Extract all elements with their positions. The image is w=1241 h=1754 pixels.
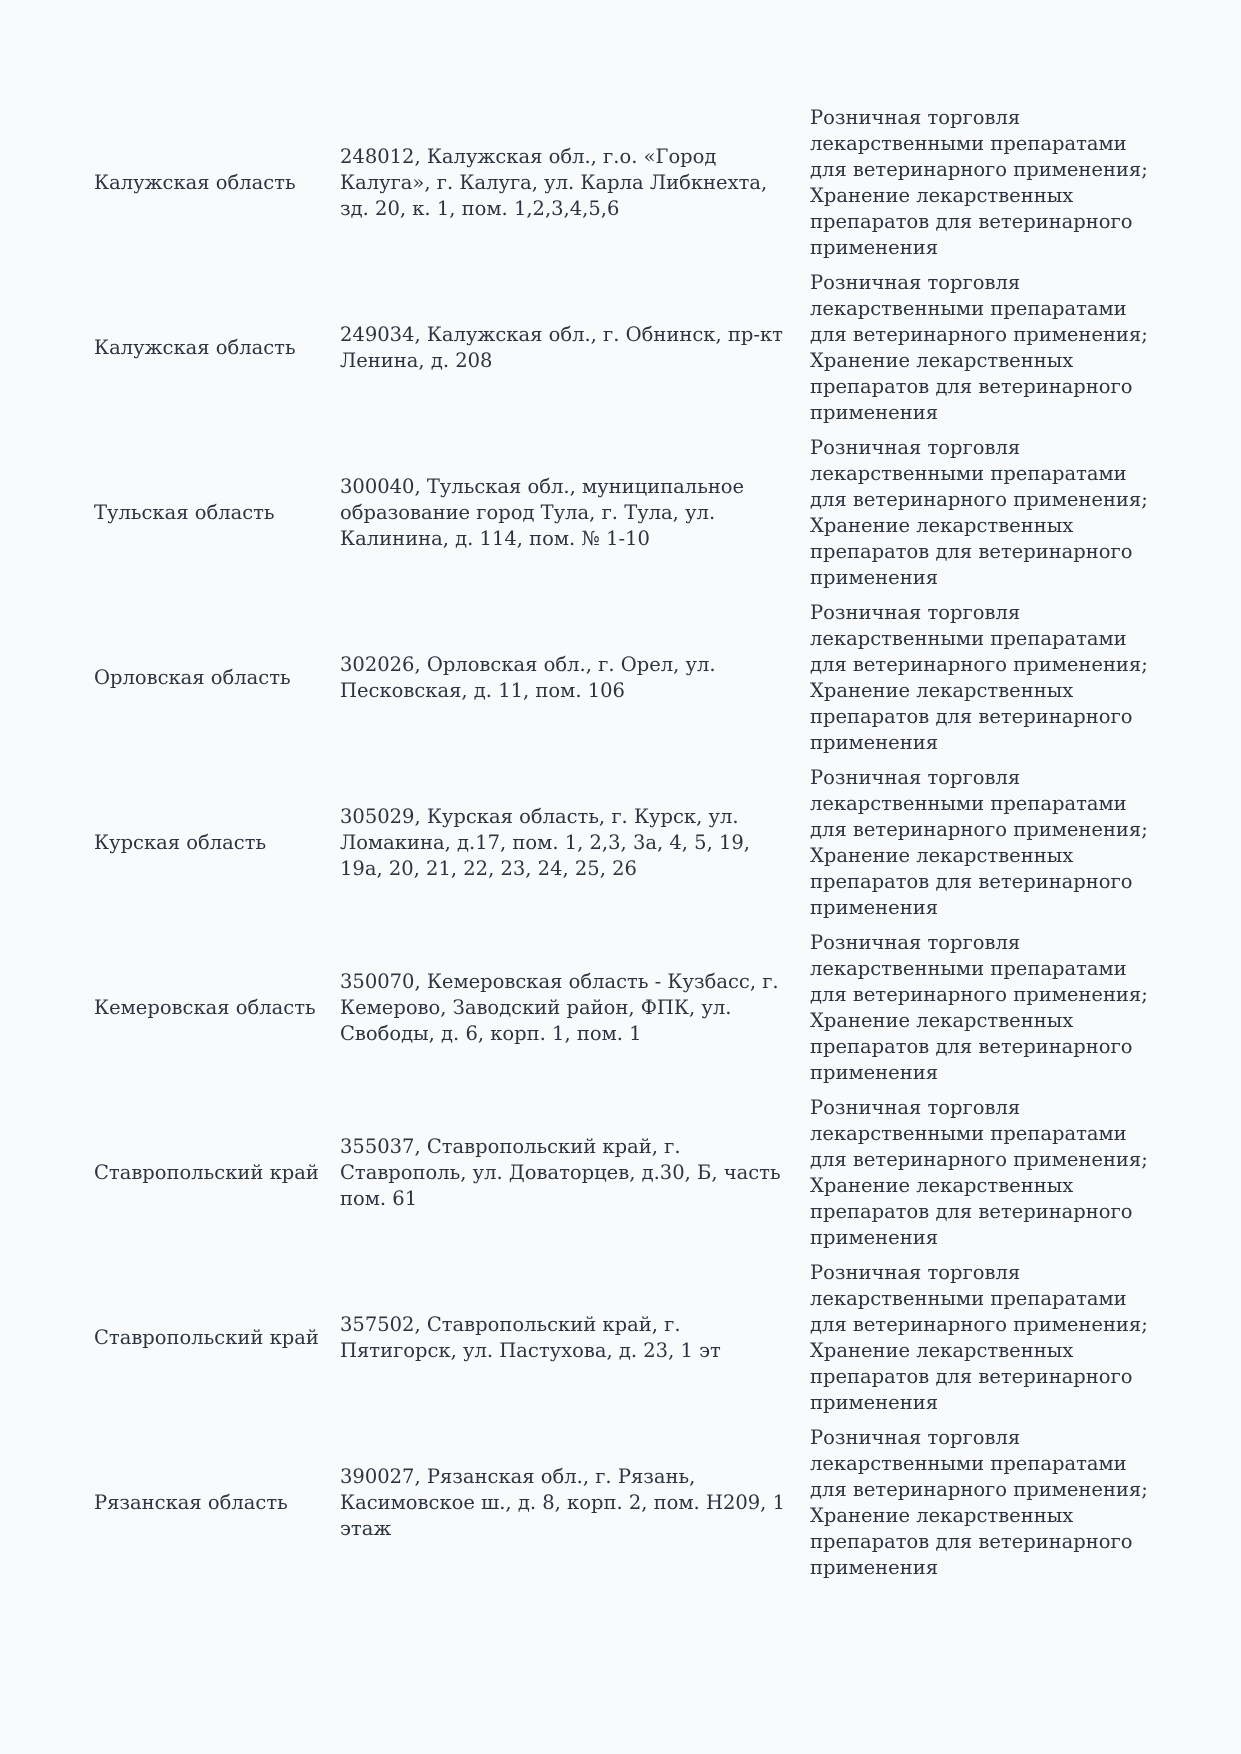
region-cell: Калужская область [94, 335, 296, 359]
region-cell: Орловская область [94, 665, 291, 689]
activity-line: Хранение лекарственных [810, 678, 1074, 702]
activity-line: применения [810, 400, 939, 424]
address-line: Ленина, д. 208 [340, 348, 493, 372]
table-row [94, 1255, 1164, 1420]
activity-line: лекарственными препаратами [810, 1286, 1127, 1310]
activity-cell [810, 270, 1164, 426]
activity-line: препаратов для ветеринарного [810, 1199, 1133, 1223]
address-line: 249034, Калужская обл., г. Обнинск, пр-кт [340, 322, 783, 346]
activity-line: препаратов для ветеринарного [810, 209, 1133, 233]
activity-line: Розничная торговля [810, 270, 1021, 294]
activity-line: Хранение лекарственных [810, 513, 1074, 537]
table-row [94, 760, 1164, 925]
table-row [94, 925, 1164, 1090]
address-cell [340, 804, 810, 882]
activity-cell [810, 765, 1164, 921]
address-line: Песковская, д. 11, пом. 106 [340, 678, 625, 702]
address-cell [340, 1134, 810, 1212]
address-line: этаж [340, 1516, 392, 1540]
activity-line: Розничная торговля [810, 1095, 1021, 1119]
table-row [94, 595, 1164, 760]
activity-line: применения [810, 1225, 939, 1249]
activity-line: лекарственными препаратами [810, 956, 1127, 980]
activity-line: применения [810, 730, 939, 754]
table-row [94, 1090, 1164, 1255]
activity-line: Хранение лекарственных [810, 348, 1074, 372]
activity-line: лекарственными препаратами [810, 1451, 1127, 1475]
activity-line: препаратов для ветеринарного [810, 539, 1133, 563]
activity-line: препаратов для ветеринарного [810, 704, 1133, 728]
address-line: Пятигорск, ул. Пастухова, д. 23, 1 эт [340, 1338, 721, 1362]
region-cell: Тульская область [94, 500, 275, 524]
activity-cell [810, 105, 1164, 261]
activity-line: для ветеринарного применения; [810, 652, 1148, 676]
activity-cell [810, 435, 1164, 591]
activity-line: применения [810, 895, 939, 919]
activity-line: Розничная торговля [810, 1260, 1021, 1284]
address-line: Калинина, д. 114, пом. № 1-10 [340, 526, 650, 550]
region-cell: Кемеровская область [94, 995, 316, 1019]
address-line: Касимовское ш., д. 8, корп. 2, пом. Н209, 1 [340, 1490, 785, 1514]
address-line: 390027, Рязанская обл., г. Рязань, [340, 1464, 696, 1488]
activity-cell [810, 1095, 1164, 1251]
activity-line: применения [810, 235, 939, 259]
address-line: Калуга», г. Калуга, ул. Карла Либкнехта, [340, 170, 768, 194]
activity-line: для ветеринарного применения; [810, 157, 1148, 181]
address-cell [340, 322, 810, 374]
activity-line: для ветеринарного применения; [810, 1477, 1148, 1501]
address-line: Кемерово, Заводский район, ФПК, ул. [340, 995, 732, 1019]
address-cell [340, 144, 810, 222]
address-line: 302026, Орловская обл., г. Орел, ул. [340, 652, 716, 676]
activity-line: Хранение лекарственных [810, 1338, 1074, 1362]
activity-line: Хранение лекарственных [810, 1173, 1074, 1197]
activity-line: Хранение лекарственных [810, 183, 1074, 207]
activity-line: Розничная торговля [810, 600, 1021, 624]
activity-line: Розничная торговля [810, 1425, 1021, 1449]
activity-line: для ветеринарного применения; [810, 1147, 1148, 1171]
table-row [94, 1420, 1164, 1585]
address-cell [340, 652, 810, 704]
activity-line: для ветеринарного применения; [810, 817, 1148, 841]
activity-line: лекарственными препаратами [810, 626, 1127, 650]
activity-line: применения [810, 1390, 939, 1414]
activity-line: Хранение лекарственных [810, 1008, 1074, 1032]
activity-line: для ветеринарного применения; [810, 322, 1148, 346]
address-line: зд. 20, к. 1, пом. 1,2,3,4,5,6 [340, 196, 620, 220]
activity-line: препаратов для ветеринарного [810, 1529, 1133, 1553]
address-line: 357502, Ставропольский край, г. [340, 1312, 681, 1336]
address-line: 350070, Кемеровская область - Кузбасс, г. [340, 969, 779, 993]
activity-line: Хранение лекарственных [810, 1503, 1074, 1527]
address-line: 305029, Курская область, г. Курск, ул. [340, 804, 739, 828]
activity-line: Розничная торговля [810, 930, 1021, 954]
address-cell [340, 969, 810, 1047]
activity-line: применения [810, 565, 939, 589]
region-cell: Ставропольский край [94, 1160, 319, 1184]
activity-line: для ветеринарного применения; [810, 1312, 1148, 1336]
activity-line: применения [810, 1555, 939, 1579]
table-row [94, 265, 1164, 430]
address-line: образование город Тула, г. Тула, ул. [340, 500, 716, 524]
locations-table [94, 100, 1164, 1585]
address-line: Свободы, д. 6, корп. 1, пом. 1 [340, 1021, 642, 1045]
activity-line: Хранение лекарственных [810, 843, 1074, 867]
activity-line: лекарственными препаратами [810, 131, 1127, 155]
region-cell: Курская область [94, 830, 267, 854]
region-cell: Ставропольский край [94, 1325, 319, 1349]
activity-line: для ветеринарного применения; [810, 982, 1148, 1006]
table-row [94, 430, 1164, 595]
activity-cell [810, 1260, 1164, 1416]
address-line: Ставрополь, ул. Доваторцев, д.30, Б, часть [340, 1160, 781, 1184]
activity-line: лекарственными препаратами [810, 461, 1127, 485]
activity-cell [810, 1425, 1164, 1581]
activity-line: для ветеринарного применения; [810, 487, 1148, 511]
activity-line: Розничная торговля [810, 765, 1021, 789]
activity-cell [810, 600, 1164, 756]
activity-line: препаратов для ветеринарного [810, 374, 1133, 398]
address-line: 248012, Калужская обл., г.о. «Город [340, 144, 717, 168]
address-line: пом. 61 [340, 1186, 418, 1210]
address-cell [340, 474, 810, 552]
activity-line: препаратов для ветеринарного [810, 869, 1133, 893]
address-line: 300040, Тульская обл., муниципальное [340, 474, 745, 498]
activity-cell [810, 930, 1164, 1086]
activity-line: лекарственными препаратами [810, 791, 1127, 815]
address-cell [340, 1312, 810, 1364]
table-row [94, 100, 1164, 265]
activity-line: препаратов для ветеринарного [810, 1364, 1133, 1388]
region-cell: Рязанская область [94, 1490, 288, 1514]
address-line: 355037, Ставропольский край, г. [340, 1134, 681, 1158]
address-cell [340, 1464, 810, 1542]
address-line: 19а, 20, 21, 22, 23, 24, 25, 26 [340, 856, 637, 880]
activity-line: Розничная торговля [810, 105, 1021, 129]
activity-line: лекарственными препаратами [810, 296, 1127, 320]
activity-line: лекарственными препаратами [810, 1121, 1127, 1145]
activity-line: Розничная торговля [810, 435, 1021, 459]
address-line: Ломакина, д.17, пом. 1, 2,3, 3а, 4, 5, 19, [340, 830, 750, 854]
region-cell: Калужская область [94, 170, 296, 194]
activity-line: применения [810, 1060, 939, 1084]
activity-line: препаратов для ветеринарного [810, 1034, 1133, 1058]
